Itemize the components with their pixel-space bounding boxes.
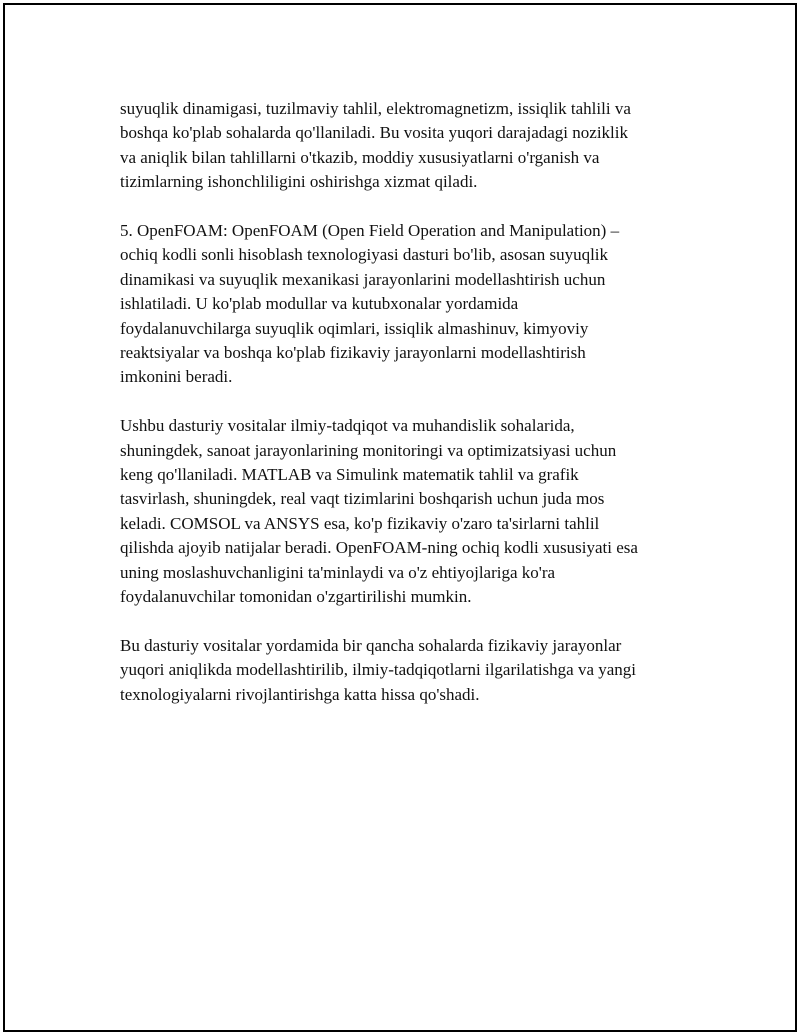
text-line: shuningdek, sanoat jarayonlarining monitoringi va optimizatsiyasi uchun [120,440,617,460]
text-line: boshqa ko'plab sohalarda qo'llaniladi. Bu vosita yuqori darajadagi noziklik [120,123,628,143]
text-line: foydalanuvchilar tomonidan o'zgartirilishi mumkin. [120,587,472,607]
text-line: 5. OpenFOAM: OpenFOAM (Open Field Operation and Manipulation) – [120,221,620,241]
text-line: Ushbu dasturiy vositalar ilmiy-tadqiqot va muhandislik sohalarida, [120,416,575,436]
paragraph-openfoam [120,219,695,390]
text-line: uning moslashuvchanligini ta'minlaydi va o'z ehtiyojlariga ko'ra [120,562,556,582]
paragraph-applications [120,414,695,609]
text-line: imkonini beradi. [120,367,233,387]
text-line: reaktsiyalar va boshqa ko'plab fizikaviy jarayonlarni modellashtirish [120,343,586,363]
text-line: dinamikasi va suyuqlik mexanikasi jarayonlarini modellashtirish uchun [120,269,606,289]
text-line: Bu dasturiy vositalar yordamida bir qancha sohalarda fizikaviy jarayonlar [120,635,622,655]
page-frame [3,3,797,1032]
text-line: ishlatiladi. U ko'plab modullar va kutubxonalar yordamida [120,294,519,314]
text-line: yuqori aniqlikda modellashtirilib, ilmiy-tadqiqotlarni ilgarilatishga va yangi [120,660,637,680]
text-line: keladi. COMSOL va ANSYS esa, ko'p fizikaviy o'zaro ta'sirlarni tahlil [120,513,600,533]
text-line: foydalanuvchilarga suyuqlik oqimlari, issiqlik almashinuv, kimyoviy [120,318,589,338]
text-line: keng qo'llaniladi. MATLAB va Simulink matematik tahlil va grafik [120,465,579,485]
text-line: tasvirlash, shuningdek, real vaqt tizimlarini boshqarish uchun juda mos [120,489,605,509]
paragraph-software-uses [120,97,695,195]
text-line: ochiq kodli sonli hisoblash texnologiyasi dasturi bo'lib, asosan suyuqlik [120,245,609,265]
text-line: suyuqlik dinamigasi, tuzilmaviy tahlil, elektromagnetizm, issiqlik tahlili va [120,99,631,118]
text-line: qilishda ajoyib natijalar beradi. OpenFOAM-ning ochiq kodli xususiyati esa [120,538,638,558]
document-body [120,97,695,732]
paragraph-conclusion [120,634,695,707]
text-line: tizimlarning ishonchliligini oshirishga xizmat qiladi. [120,172,478,192]
text-line: texnologiyalarni rivojlantirishga katta hissa qo'shadi. [120,684,480,704]
text-line: va aniqlik bilan tahlillarni o'tkazib, moddiy xususiyatlarni o'rganish va [120,147,600,167]
